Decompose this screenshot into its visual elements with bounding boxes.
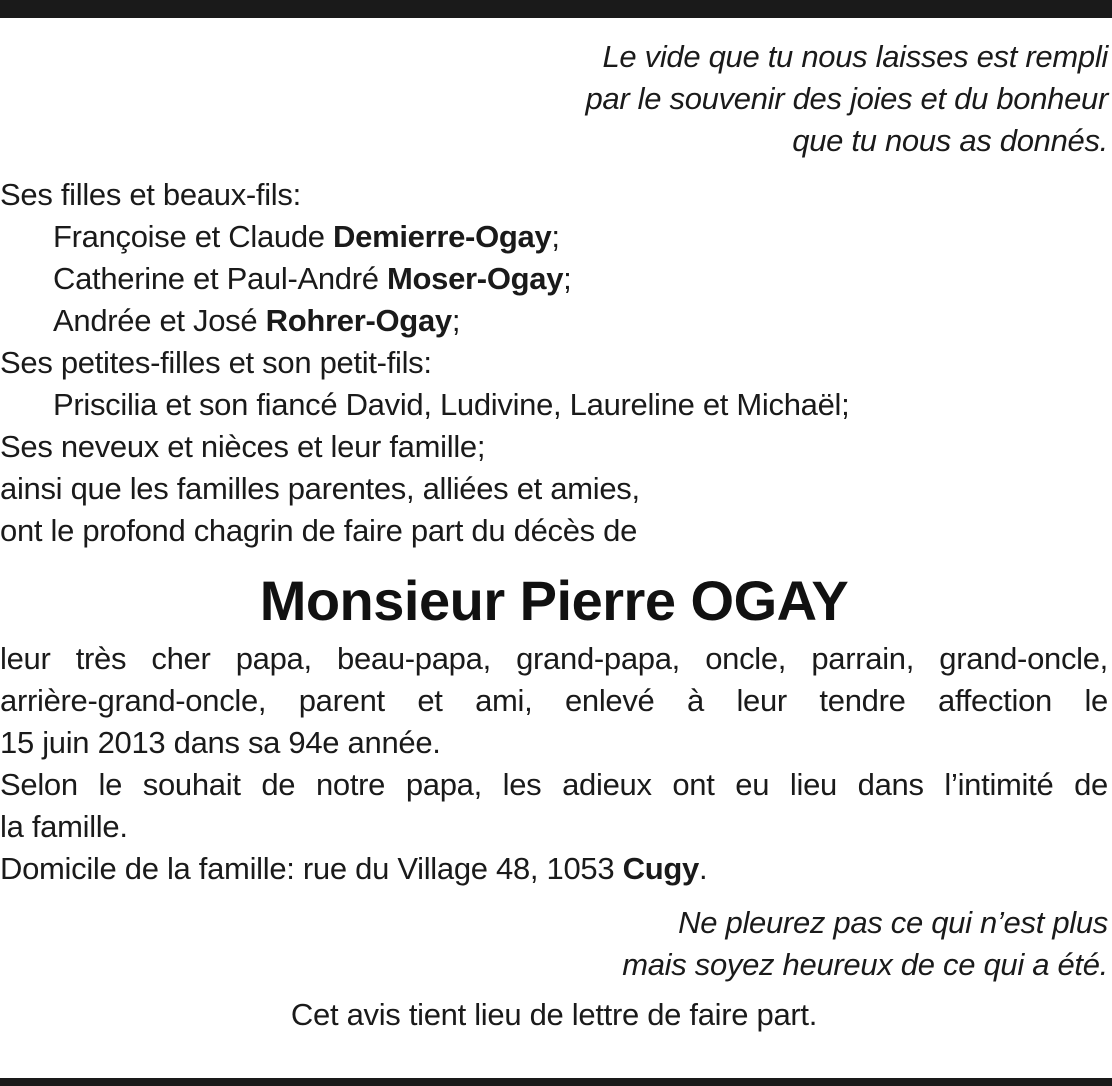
bottom-rule [0,1078,1112,1086]
obituary-notice [0,36,1108,1036]
family-list [0,174,1108,552]
deceased-name: Monsieur Pierre OGAY [259,569,849,632]
domicile-punctuation: . [698,851,708,886]
farewell-line: la famille. [0,809,128,844]
epigraph-bottom-line: Ne pleurez pas ce qui n’est plus [678,905,1108,940]
obituary-body [0,638,1108,890]
member-surname: Demierre-Ogay [333,219,552,254]
body-line: arrière-grand-oncle, parent et ami, enlevé à leur tendre affection le [0,683,1108,718]
member-surname: Moser-Ogay [387,261,564,296]
member-punctuation: ; [563,261,572,296]
member-names: Andrée et José [53,303,266,338]
domicile-line [0,848,1108,890]
body-line: leur très cher papa, beau-papa, grand-papa, oncle, parrain, grand-oncle, [0,641,1108,676]
nephews-line: Ses neveux et nièces et leur famille; [0,429,486,464]
closing-note: Cet avis tient lieu de lettre de faire part. [290,997,818,1032]
member-surname: Rohrer-Ogay [265,303,452,338]
daughters-heading: Ses filles et beaux-fils: [0,177,301,212]
epigraph-bottom [0,902,1108,986]
farewell-line: Selon le souhait de notre papa, les adieux ont eu lieu dans l’intimité de [0,767,1108,802]
epigraph-top [0,36,1108,162]
member-names: Catherine et Paul-André [53,261,387,296]
epigraph-top-line: par le souvenir des joies et du bonheur [585,81,1108,116]
domicile-town: Cugy [622,851,699,886]
top-rule [0,0,1112,18]
grandchildren-names: Priscilia et son fiancé David, Ludivine, Laureline et Michaël; [53,387,850,422]
announcement-line: ont le profond chagrin de faire part du décès de [0,513,638,548]
domicile-address: Domicile de la famille: rue du Village 48, 1053 [0,851,623,886]
member-punctuation: ; [551,219,560,254]
others-line: ainsi que les familles parentes, alliées et amies, [0,471,640,506]
epigraph-top-line: que tu nous as donnés. [792,123,1108,158]
family-member [0,216,1108,258]
body-line: 15 juin 2013 dans sa 94e année. [0,725,441,760]
member-punctuation: ; [451,303,461,338]
family-member [0,300,1108,342]
member-names: Françoise et Claude [53,219,334,254]
grandchildren-heading: Ses petites-filles et son petit-fils: [0,345,432,380]
epigraph-top-line: Le vide que tu nous laisses est rempli [602,39,1108,74]
family-member [0,258,1108,300]
epigraph-bottom-line: mais soyez heureux de ce qui a été. [622,947,1108,982]
